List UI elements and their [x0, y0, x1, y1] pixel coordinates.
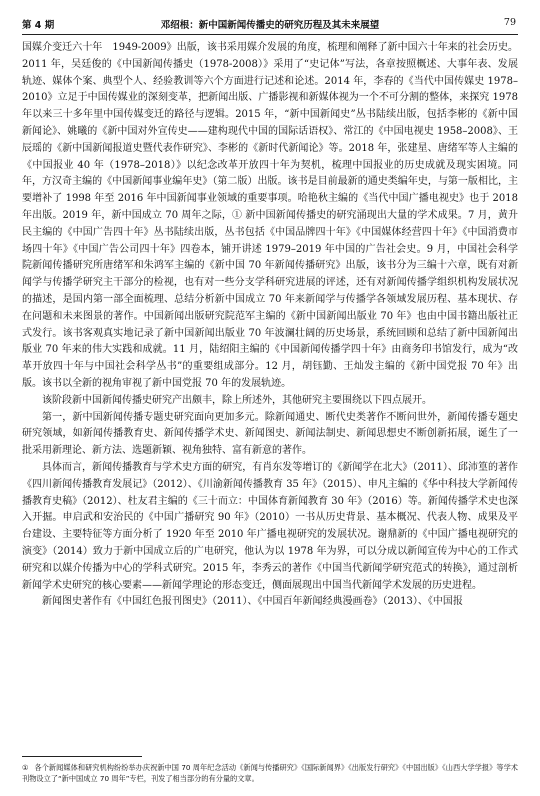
paragraph: 该阶段新中国新闻传播史研究产出颇丰，除上所述外，其他研究主要围绕以下四点展开。 [42, 394, 432, 406]
footnote-marker: ① [22, 763, 29, 772]
article-body [22, 40, 518, 611]
paragraph: 新闻图史著作有《中国红色报刊图史》（2011）、《中国百年新闻经典漫画卷》（2013）、《中国报 [42, 596, 463, 608]
running-header [22, 10, 518, 35]
page-number: 79 [503, 17, 516, 28]
paragraph: 第一，新中国新闻传播专题史研究面向更加多元。除新闻通史、断代史类著作不断问世外，新闻传播专题史研究领域，如新闻传播教育史、新闻传播学术史、新闻图史、新闻法制史、新闻思想史不断创新拓展，诞生了一批采用新理论、新方法、选题新颖、视角独特、富有新意的著作。 [22, 411, 518, 457]
footnote [22, 762, 518, 784]
footnote-text: 各个新闻媒体和研究机构纷纷举办庆祝新中国 70 周年纪念活动《新闻与传播研究》《国际新闻界》《出版发行研究》《中国出版》《山西大学学报》等学术刊物设立了“新中国成立 70 周年”专栏，刊发了相当部分的有分量的文章。 [22, 763, 518, 783]
issue-number: 第 4 期 [22, 20, 55, 31]
running-title: 邓绍根：新中国新闻传播史的研究历程及其未来展望 [160, 20, 380, 31]
paragraph: 国媒介变迁六十年 1949-2009》出版，该书采用媒介发展的角度，梳理和阐释了新中国六十年来的社会历史。2011 年，吴廷俊的《中国新闻传播史（1978-2008）》采用了“史记体”写法，各章按照概述、大事年表、发展轨迹、媒体个案、典型个人、经验教训等六个方面进行记述和论述。2014 年，李春的《当代中国传媒史 1978–2010》立足于中国传媒业的深刻变革，把新闻出版、广播影视和新媒体视为一个不可分割的整体，来探究 1978 年以来三十多年里中国传媒变迁的路径与逻辑。2015 年，“新中国新闻史”丛书陆续出版，包括李彬的《新中国新闻论》、姚曦的《新中国对外宣传史——建构现代中国的国际话语权》、常江的《中国电视史 1958–2008》、王辰瑶的《新中国新闻报道史暨代表作研究》、李彬的《新时代新闻论》等。2018 年，张建星、唐绪军等人主编的《中国报业 40 年（1978–2018）》以纪念改革开放四十年为契机，梳理中国报业的历史成就及现实困境。同年，方汉奇主编的《中国新闻事业编年史》（第二版）出版。该书是目前最新的通史类编年史，与第一版相比，主要增补了 1998 年至 2016 年中国新闻事业领域的重要事项。哈艳秋主编的《当代中国广播电视史》也于 2018 年出版。2019 年，新中国成立 70 周年之际，① 新中国新闻传播史的研究涌现出大量的学术成果。7 月，黄升民主编的《中国广告四十年》丛书陆续出版，丛书包括《中国品牌四十年》《中国媒体经营四十年》《中国消费市场四十年》《中国广告公司四十年》四卷本，铺开讲述 1979–2019 年中国的广告社会史。9 月，中国社会科学院新闻传播研究所唐绪军和朱鸿军主编的《新中国 70 年新闻传播研究》出版，该书分为三编十六章，既有对新闻学与传播学研究主干部分的检视，也有对一些分支学科研究进展的评述，还有对新闻传播学组织机构发展状况的描述，是国内第一部全面梳理、总结分析新中国成立 70 年来新闻学与传播学各领域发展历程、基本现状、存在问题和未来图景的著作。中国新闻出版研究院范军主编的《新中国新闻出版业 70 年》也由中国书籍出版社正式发行。该书客观真实地记录了新中国新闻出版业 70 年波澜壮阔的历史场景，系统回顾和总结了新中国新闻出版业 70 年来的伟大实践和成就。11 月，陆绍阳主编的《中国新闻传播学四十年》由商务印书馆发行，成为“改革开放四十年与中国社会科学丛书”的重要组成部分。12 月，胡钰勤、王灿发主编的《新中国党报 70 年》出版。该书以全新的视角审视了新中国党报 70 年的发展轨迹。 [22, 42, 518, 389]
footnote-divider [22, 756, 142, 757]
paragraph: 具体而言，新闻传播教育与学术史方面的研究，有肖东发等增订的《新闻学在北大》（2011）、邱沛篁的著作《四川新闻传播教育发展记》（2012）、《川渝新闻传播教育 35 年》（2015）、申凡主编的《华中科技大学新闻传播教育史稿》（2012）、杜友君主编的《三十而立：中国体育新闻教育 30 年》（2016）等。新闻传播学术史也深入开掘。申启武和安治民的《中国广播研究 90 年》（2010）一书从历史背景、基本概况、代表人物、成果及平台建设、主要特征等方面分析了 1920 年至 2010 年广播电视研究的发展状况。谢鼎新的《中国广播电视研究的演变》（2014）致力于新中国成立后的广电研究，他认为以 1978 年为界，可以分成以新闻宣传为中心的工作式研究和以媒介传播为中心的学科式研究。2015 年，李秀云的著作《中国当代新闻学研究范式的转换》，通过剖析新闻学术史研究的核心要素——新闻学理论的形态变迁，侧面展现出中国当代新闻学术发展的历史进程。 [22, 461, 518, 591]
